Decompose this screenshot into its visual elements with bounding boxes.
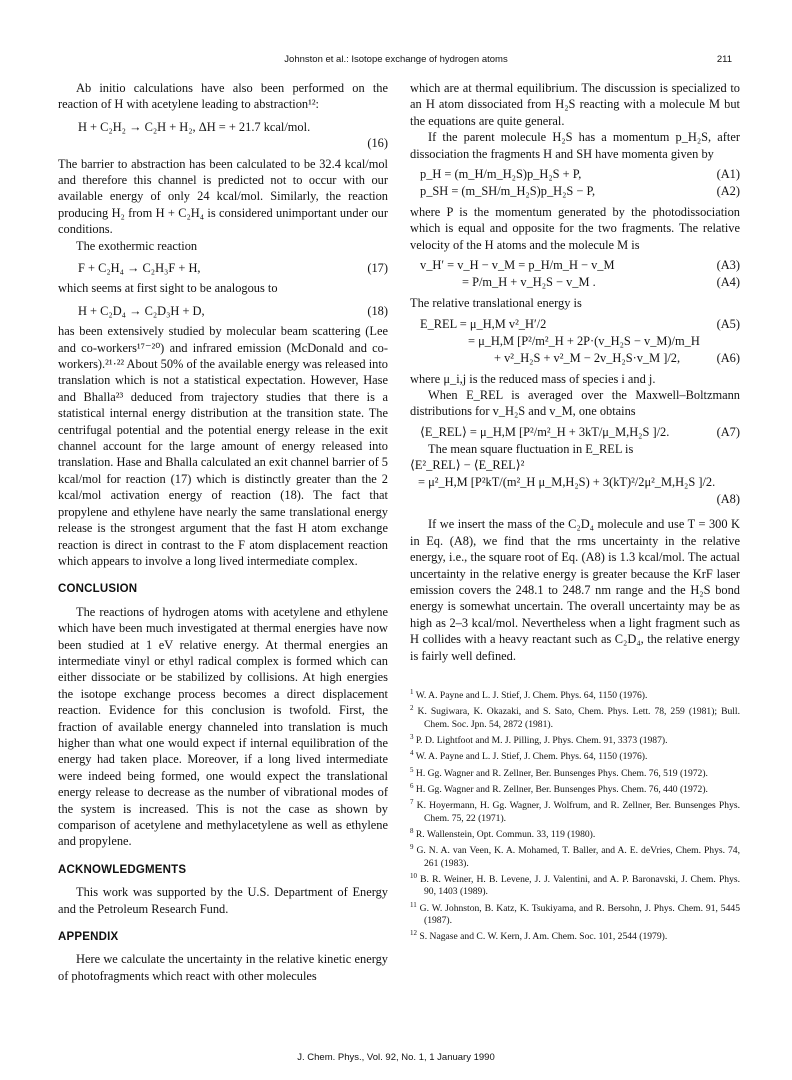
paragraph: If the parent molecule H₂S has a momentum p_H₂S, after dissociation the fragments H and SH have momenta given by: [410, 130, 740, 161]
equation-formula: + v²_H₂S + v²_M − 2v_H₂S·v_M ]/2,: [494, 350, 681, 365]
equation-A5: [410, 316, 740, 333]
equation-A3: [410, 257, 740, 274]
equation-16: [58, 119, 388, 135]
equation-17: [58, 260, 388, 276]
reference-item: [410, 796, 740, 825]
equation-A8-line2: [410, 474, 740, 491]
reference-text: W. A. Payne and L. J. Stief, J. Chem. Phys. 64, 1150 (1976).: [415, 751, 648, 763]
reference-text: H. Gg. Wagner and R. Zellner, Ber. Bunsenges Phys. Chem. 76, 440 (1972).: [415, 784, 708, 796]
reference-number: 8: [410, 827, 414, 836]
reference-text: P. D. Lightfoot and M. J. Pilling, J. Phys. Chem. 91, 3373 (1987).: [415, 735, 668, 747]
paragraph: Here we calculate the uncertainty in the relative kinetic energy of photofragments which react with other molecules: [58, 952, 388, 983]
reference-number: 3: [410, 732, 414, 741]
equation-A7: [410, 424, 740, 441]
paragraph: Ab initio calculations have also been performed on the reaction of H with acetylene leading to abstraction¹²:: [58, 81, 388, 112]
equation-formula: p_H = (m_H/m_H₂S)p_H₂S + P,: [420, 167, 582, 182]
reference-text: S. Nagase and C. W. Kern, J. Am. Chem. Soc. 101, 2544 (1979).: [419, 931, 668, 943]
equation-formula: = μ²_H,M [P²kT/(m²_H μ_M,H₂S) + 3(kT)²/2μ²_M,H₂S ]/2.: [418, 475, 716, 490]
running-header: [60, 54, 732, 68]
equation-formula: E_REL = μ_H,M v²_H′/2: [420, 316, 547, 331]
paragraph: If we insert the mass of the C₂D₄ molecule and use T = 300 K in Eq. (A8), we find that the rms uncertainty in the relative energy, i.e., the square root of Eq. (A8) is 1.3 kcal/mol. The actual uncertainty in the relative energy is greater because the KrF laser emission covers the 248.1 to 248.7 nm range and the H₂S bond energy is somewhat uncertain. The overall uncertainty may be as high as 2–3 kcal/mol. Nevertheless when a light fragment such as H collides with a heavy reactant such as C₂D₄, the relative energy is fairly well defined.: [410, 517, 740, 663]
equation-number: (A4): [716, 275, 740, 290]
equation-number: (A5): [716, 316, 740, 331]
equation-A8-line1: [410, 457, 740, 474]
section-heading-acknowledgments: ACKNOWLEDGMENTS: [58, 863, 187, 876]
equation-formula: H + C₂D₄ → C₂D₃H + D,: [78, 303, 205, 318]
paragraph: where P is the momentum generated by the photodissociation which is equal and opposite for the two fragments. The relative velocity of the H atoms and the molecule M is: [410, 205, 740, 252]
paragraph: The barrier to abstraction has been calculated to be 32.4 kcal/mol and therefore this channel is predicted not to occur with our available energy of only 24 kcal/mol. Similarly, the reaction producing H₂ from H + C₂H₄ is considered unimportant under our conditions.: [58, 156, 388, 237]
reference-item: [410, 731, 740, 747]
reference-number: 1: [410, 687, 414, 696]
equation-formula: = μ_H,M [P²/m²_H + 2P·(v_H₂S − v_M)/m_H: [468, 333, 700, 348]
reference-text: B. R. Weiner, H. B. Levene, J. J. Valentini, and A. P. Baronavski, J. Chem. Phys. 90, 1403 (1989).: [420, 874, 741, 898]
equation-A1: [410, 166, 740, 183]
reference-item: [410, 927, 740, 943]
reference-text: H. Gg. Wagner and R. Zellner, Ber. Bunsenges Phys. Chem. 76, 519 (1972).: [415, 767, 708, 779]
equation-A2: [410, 183, 740, 200]
right-column: [410, 80, 740, 944]
reference-item: [410, 899, 740, 928]
reference-number: 12: [410, 929, 417, 938]
equation-number: (16): [367, 136, 388, 151]
equation-A4: [410, 274, 740, 291]
left-column: [58, 80, 388, 984]
paragraph: which seems at first sight to be analogous to: [58, 281, 278, 296]
equation-formula: v_H′ = v_H − v_M = p_H/m_H − v_M: [420, 258, 615, 273]
reference-number: 7: [410, 798, 414, 807]
equation-18: [58, 303, 388, 319]
equation-number: (A1): [716, 167, 740, 182]
reference-text: K. Sugiwara, K. Okazaki, and S. Sato, Chem. Phys. Lett. 78, 259 (1981); Bull. Chem. Soc. Jpn. 54, 2872 (1981).: [417, 706, 740, 730]
paragraph: The exothermic reaction: [76, 238, 198, 253]
running-title: Johnston et al.: Isotope exchange of hydrogen atoms: [284, 54, 508, 65]
equation-number: (A8): [716, 492, 740, 507]
paragraph: The relative translational energy is: [410, 296, 582, 311]
paragraph: where μ_i,j is the reduced mass of species i and j.: [410, 371, 656, 386]
paragraph: This work was supported by the U.S. Department of Energy and the Petroleum Research Fund.: [58, 885, 388, 916]
equation-formula: F + C₂H₄ → C₂H₃F + H,: [78, 261, 201, 276]
reference-number: 5: [410, 765, 414, 774]
equation-A6-line2: [410, 350, 740, 367]
reference-item: [410, 780, 740, 796]
reference-number: 4: [410, 749, 414, 758]
page-number: 211: [716, 54, 732, 65]
reference-item: [410, 870, 740, 899]
equation-formula: = P/m_H + v_H₂S − v_M .: [462, 275, 596, 290]
equation-formula: p_SH = (m_SH/m_H₂S)p_H₂S − P,: [420, 184, 596, 199]
equation-number: (18): [367, 303, 388, 318]
equation-number: (A3): [716, 258, 740, 273]
equation-formula: H + C₂H₂ → C₂H + H₂, ΔH = + 21.7 kcal/mol.: [78, 119, 311, 134]
paragraph: which are at thermal equilibrium. The discussion is specialized to an H atom dissociated from H₂S reacting with a molecule M but the equations are quite general.: [410, 81, 740, 128]
reference-item: [410, 747, 740, 763]
reference-item: [410, 702, 740, 731]
reference-text: G. N. A. van Veen, K. A. Mohamed, T. Baller, and A. E. deVries, Chem. Phys. 74, 261 (1983).: [416, 845, 740, 869]
reference-item: [410, 686, 740, 702]
reference-item: [410, 841, 740, 870]
equation-number: (A2): [716, 184, 740, 199]
equation-formula: ⟨E²_REL⟩ − ⟨E_REL⟩²: [410, 458, 525, 473]
reference-item: [410, 825, 740, 841]
section-heading-conclusion: CONCLUSION: [58, 583, 138, 596]
paragraph: When E_REL is averaged over the Maxwell–Boltzmann distributions for v_H₂S and v_M, one obtains: [410, 388, 740, 419]
reference-list: [410, 686, 740, 944]
equation-number: (17): [367, 261, 388, 276]
reference-text: R. Wallenstein, Opt. Commun. 33, 119 (1980).: [415, 829, 596, 841]
paragraph: The mean square fluctuation in E_REL is: [428, 441, 634, 456]
equation-A8-number-row: [410, 491, 740, 508]
equation-formula: ⟨E_REL⟩ = μ_H,M [P²/m²_H + 3kT/μ_M,H₂S ]/2.: [420, 424, 670, 439]
paragraph: The reactions of hydrogen atoms with acetylene and ethylene which have been much investigated at thermal energies have now been studied at 1 eV relative energy. At thermal energies an intermediate vinyl or ethyl radical complex is formed which can either dissociate or be stabilized by collisions. At high energies the isotope exchange process becomes a direct displacement reaction. Evidence for this conclusion is twofold. First, the fraction of available energy channeled into translation is much higher than what one would expect if internal equilibration of the energy had taken place. Moreover, if a long lived intermediate were indeed being formed, one would expect the translational energy release to decrease as the number of vibrational modes of the system is increased. This is not the case as shown by comparison of acetylene and methylacetylene as well as ethylene and propylene.: [58, 604, 388, 849]
reference-number: 2: [410, 704, 414, 713]
section-heading-appendix: APPENDIX: [58, 931, 119, 944]
reference-text: W. A. Payne and L. J. Stief, J. Chem. Phys. 64, 1150 (1976).: [415, 690, 648, 702]
reference-text: G. W. Johnston, B. Katz, K. Tsukiyama, and R. Bersohn, J. Phys. Chem. 91, 5445 (1987).: [419, 902, 740, 927]
reference-text: K. Hoyermann, H. Gg. Wagner, J. Wolfrum, and R. Zellner, Ber. Bunsenges Phys. Chem. 75, 22 (1971).: [416, 800, 740, 824]
reference-number: 6: [410, 782, 414, 791]
reference-number: 11: [410, 900, 417, 909]
reference-item: [410, 764, 740, 780]
equation-number: (A6): [716, 350, 740, 365]
page-footer: J. Chem. Phys., Vol. 92, No. 1, 1 January 1990: [297, 1052, 495, 1063]
equation-A6-line1: [410, 333, 740, 350]
paragraph: has been extensively studied by molecular beam scattering (Lee and co-workers¹⁷⁻²⁰) and infrared emission (McDonald and co-workers).²¹·²² About 50% of the available energy was released into translation which is not a statistical expectation. However, Hase and Bhalla²³ deduced from trajectory studies that there is a statistical internal energy distribution at the transition state. The centrifugal potential and the potential energy release in the exit channel account for the large amount of energy released into translation. Hase and Bhalla calculated an exit channel barrier of 5 kcal/mol for reaction (17) which is distinctly greater than the 2 kcal/mol activation energy of reaction (18). The fact that propylene and ethylene have nearly the same translational energy release is the strongest argument that the fast H atom exchange reaction is direct in contrast to the F atom displacement reaction which appears to involve a long lived intermediate complex.: [58, 324, 388, 568]
reference-number: 10: [410, 872, 417, 881]
reference-number: 9: [410, 843, 414, 852]
equation-number-row: [58, 135, 388, 151]
equation-number: (A7): [716, 424, 740, 439]
